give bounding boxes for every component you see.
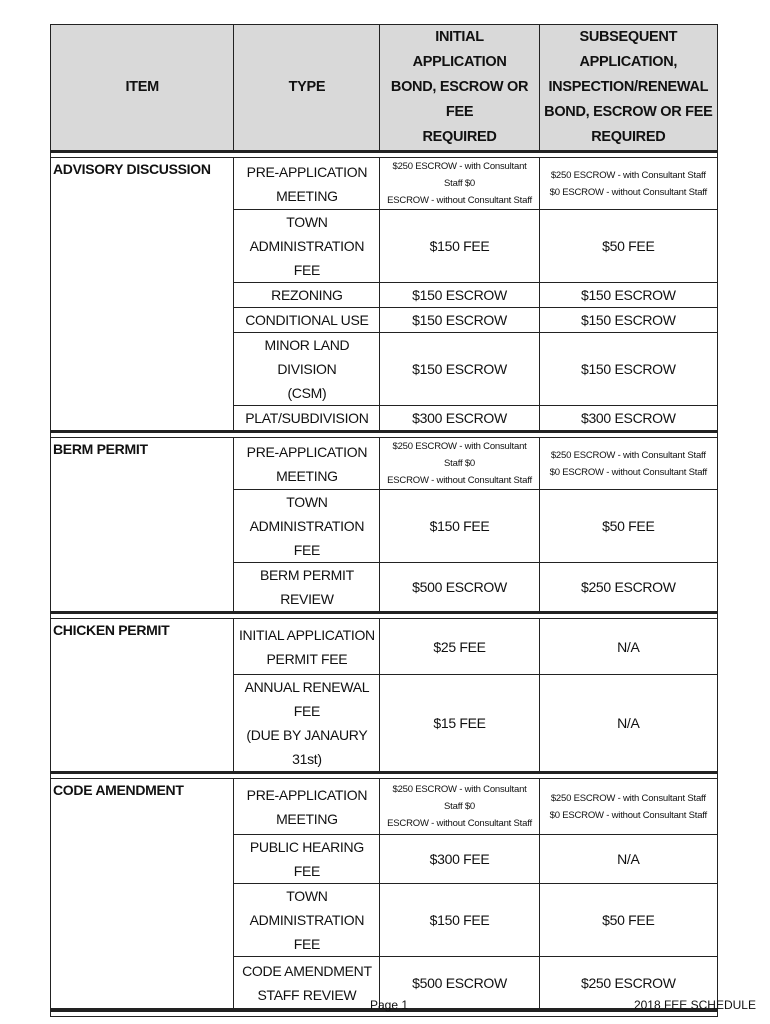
subsequent-cell — [539, 406, 717, 432]
subsequent-cell-line: $250 ESCROW — [580, 974, 676, 991]
initial-cell-line: $150 ESCROW — [412, 361, 507, 377]
header-type: TYPE — [234, 25, 380, 152]
type-cell-line: CODE AMENDMENT — [242, 962, 372, 979]
initial-cell-line: $150 ESCROW — [412, 312, 507, 328]
table-body — [51, 152, 718, 1009]
header-subsequent — [539, 25, 717, 152]
item-cell: BERM PERMIT — [51, 438, 234, 613]
type-cell-line: PRE-APPLICATION — [246, 443, 368, 460]
initial-cell-line: $150 FEE — [429, 238, 490, 254]
header-initial-line: BOND, ESCROW OR FEE — [390, 79, 529, 120]
subsequent-cell-line: $150 ESCROW — [580, 287, 676, 303]
subsequent-cell — [539, 675, 717, 773]
type-cell-line: MINOR LAND DIVISION — [264, 337, 350, 377]
initial-cell-line: $500 ESCROW — [412, 579, 507, 595]
type-cell — [234, 957, 380, 1009]
subsequent-cell-line: $50 FEE — [602, 518, 655, 534]
initial-cell — [380, 619, 539, 675]
header-subsequent-line: BOND, ESCROW OR FEE — [544, 104, 713, 120]
type-cell-line: INITIAL APPLICATION — [238, 626, 375, 643]
subsequent-cell — [539, 884, 717, 957]
type-cell-line: PLAT/SUBDIVISION — [245, 410, 369, 426]
type-cell — [234, 563, 380, 613]
header-subsequent-line: INSPECTION/RENEWAL — [548, 79, 709, 95]
subsequent-cell — [539, 333, 717, 406]
type-cell — [234, 333, 380, 406]
type-cell-line: MEETING — [276, 467, 338, 484]
initial-cell-line: $150 FEE — [429, 518, 490, 534]
type-cell — [234, 283, 380, 308]
initial-cell — [380, 438, 539, 490]
header-initial — [380, 25, 539, 152]
type-cell — [234, 158, 380, 210]
initial-cell-line: $300 FEE — [429, 851, 490, 867]
type-cell — [234, 406, 380, 432]
header-subsequent-line: REQUIRED — [591, 129, 666, 145]
initial-cell-line: ESCROW - without Consultant Staff — [387, 818, 532, 829]
subsequent-cell-line: $0 ESCROW - without Consultant Staff — [549, 186, 707, 198]
initial-cell — [380, 563, 539, 613]
subsequent-cell-line: N/A — [617, 638, 640, 655]
type-cell-line: FEE — [293, 262, 321, 278]
type-cell-line: (CSM) — [287, 385, 327, 401]
initial-cell — [380, 210, 539, 283]
initial-cell — [380, 675, 539, 773]
header-row — [51, 25, 718, 152]
document-title: 2018 FEE SCHEDULE — [633, 998, 756, 1012]
table-row — [51, 438, 718, 490]
subsequent-cell-line: N/A — [617, 851, 640, 867]
subsequent-cell-line: $250 ESCROW — [580, 579, 676, 595]
type-cell-line: PERMIT FEE — [266, 650, 348, 667]
subsequent-cell-line: N/A — [617, 715, 640, 731]
type-cell-line: ANNUAL RENEWAL FEE — [244, 679, 370, 719]
type-cell — [234, 308, 380, 333]
table-row — [51, 779, 718, 835]
initial-cell-line: ESCROW - without Consultant Staff — [387, 475, 532, 486]
subsequent-cell-line: $150 ESCROW — [580, 361, 676, 377]
subsequent-cell-line: $50 FEE — [602, 912, 655, 928]
type-cell-line: STAFF REVIEW — [257, 986, 357, 1003]
initial-cell — [380, 406, 539, 432]
subsequent-cell-line: $50 FEE — [602, 238, 655, 254]
subsequent-cell-line: $250 ESCROW - with Consultant Staff — [550, 449, 706, 461]
type-cell — [234, 884, 380, 957]
type-cell — [234, 675, 380, 773]
initial-cell — [380, 835, 539, 884]
type-cell-line: TOWN ADMINISTRATION — [249, 214, 365, 254]
subsequent-cell-line: $300 ESCROW — [580, 410, 676, 426]
subsequent-cell — [539, 563, 717, 613]
subsequent-cell — [539, 438, 717, 490]
subsequent-cell-line: $0 ESCROW - without Consultant Staff — [549, 466, 707, 478]
header-item: ITEM — [51, 25, 234, 152]
type-cell-line: TOWN ADMINISTRATION — [249, 494, 365, 534]
subsequent-cell-line: $250 ESCROW - with Consultant Staff — [550, 169, 706, 181]
item-cell: CHICKEN PERMIT — [51, 619, 234, 773]
initial-cell-line: $150 FEE — [429, 912, 490, 928]
initial-cell — [380, 884, 539, 957]
type-cell — [234, 779, 380, 835]
subsequent-cell — [539, 158, 717, 210]
initial-cell-line: $250 ESCROW - with Consultant Staff $0 — [392, 161, 527, 189]
subsequent-cell-line: $0 ESCROW - without Consultant Staff — [549, 809, 707, 821]
initial-cell-line: $250 ESCROW - with Consultant Staff $0 — [392, 784, 527, 812]
type-cell-line: CONDITIONAL USE — [245, 312, 369, 328]
subsequent-cell — [539, 619, 717, 675]
subsequent-cell — [539, 308, 717, 333]
type-cell-line: (DUE BY JANAURY 31st) — [246, 727, 368, 767]
initial-cell-line: $150 ESCROW — [412, 287, 507, 303]
initial-cell — [380, 779, 539, 835]
fee-schedule-table — [50, 24, 718, 1009]
type-cell-line: PUBLIC HEARING FEE — [249, 839, 364, 879]
initial-cell — [380, 158, 539, 210]
type-cell-line: MEETING — [276, 810, 338, 827]
initial-cell — [380, 283, 539, 308]
type-cell-line: BERM PERMIT REVIEW — [259, 567, 354, 607]
type-cell-line: FEE — [293, 542, 321, 558]
header-initial-line: INITIAL — [435, 29, 484, 45]
initial-cell — [380, 308, 539, 333]
initial-cell-line: $25 FEE — [433, 638, 486, 655]
initial-cell-line: $250 ESCROW - with Consultant Staff $0 — [392, 441, 527, 469]
fee-schedule-sheet — [50, 24, 718, 1017]
header-initial-line: APPLICATION — [412, 54, 507, 70]
initial-cell-line: $300 ESCROW — [412, 410, 507, 426]
item-cell: ADVISORY DISCUSSION — [51, 158, 234, 432]
initial-cell-line: $500 ESCROW — [412, 974, 507, 991]
header-initial-line: REQUIRED — [422, 129, 497, 145]
initial-cell-line: $15 FEE — [433, 715, 486, 731]
header-subsequent-line: SUBSEQUENT APPLICATION, — [579, 29, 678, 70]
initial-cell-line: ESCROW - without Consultant Staff — [387, 195, 532, 206]
type-cell — [234, 438, 380, 490]
type-cell-line: PRE-APPLICATION — [246, 163, 368, 180]
initial-cell — [380, 490, 539, 563]
subsequent-cell — [539, 490, 717, 563]
initial-cell — [380, 333, 539, 406]
subsequent-cell — [539, 779, 717, 835]
type-cell — [234, 619, 380, 675]
type-cell — [234, 835, 380, 884]
subsequent-cell — [539, 210, 717, 283]
subsequent-cell — [539, 835, 717, 884]
type-cell-line: PRE-APPLICATION — [246, 786, 368, 803]
table-row — [51, 158, 718, 210]
type-cell — [234, 490, 380, 563]
type-cell — [234, 210, 380, 283]
page-number: Page 1 — [370, 998, 409, 1012]
type-cell-line: REZONING — [271, 287, 343, 303]
table-row — [51, 619, 718, 675]
subsequent-cell — [539, 283, 717, 308]
subsequent-cell-line: $150 ESCROW — [580, 312, 676, 328]
subsequent-cell-line: $250 ESCROW - with Consultant Staff — [550, 792, 706, 804]
type-cell-line: TOWN ADMINISTRATION — [249, 888, 365, 928]
item-cell: CODE AMENDMENT — [51, 779, 234, 1009]
type-cell-line: FEE — [293, 936, 321, 952]
type-cell-line: MEETING — [276, 187, 338, 204]
